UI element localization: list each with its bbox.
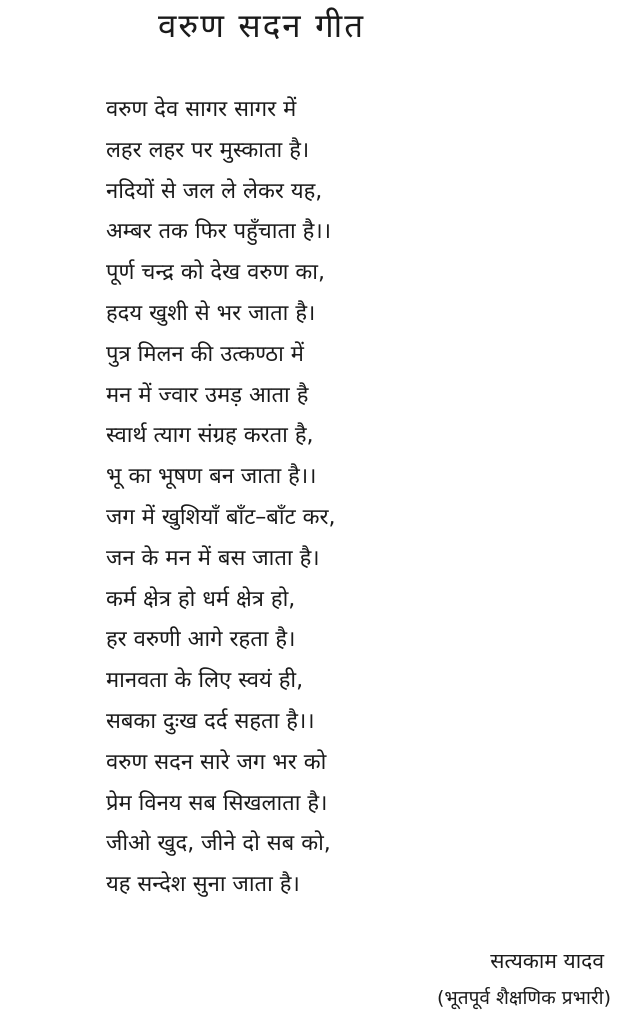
poem-title: वरुण सदन गीत	[158, 6, 366, 45]
poem-line: वरुण सदन सारे जग भर को	[106, 749, 327, 775]
poem-line: हर वरुणी आगे रहता है।	[106, 627, 296, 653]
poem-line: जीओ खुद, जीने दो सब को,	[106, 831, 331, 857]
poem-line: नदियों से जल ले लेकर यह,	[106, 178, 323, 204]
poem-line: सबका दुःख दर्द सहता है।।	[106, 708, 315, 734]
poem-line: वरुण देव सागर सागर में	[106, 97, 297, 122]
poem-line: अम्बर तक फिर पहुँचाता है।।	[106, 219, 332, 245]
poem-line: हदय खुशी से भर जाता है।	[106, 300, 316, 326]
poem-line: भू का भूषण बन जाता है।।	[106, 464, 317, 490]
poem-body	[106, 90, 336, 906]
poem-line: पुत्र मिलन की उत्कण्ठा में	[106, 341, 304, 367]
poem-line: पूर्ण चन्द्र को देख वरुण का,	[106, 260, 325, 286]
poem-line: मानवता के लिए स्वयं ही,	[106, 668, 304, 694]
author-name: सत्यकाम यादव	[490, 949, 604, 973]
poem-line: स्वार्थ त्याग संग्रह करता है,	[106, 423, 314, 449]
poem-line: कर्म क्षेत्र हो धर्म क्षेत्र हो,	[106, 586, 296, 612]
poem-line: लहर लहर पर मुस्काता है।	[106, 137, 310, 163]
poem-line: यह सन्देश सुना जाता है।	[106, 872, 300, 898]
poem-line: जन के मन में बस जाता है।	[106, 545, 320, 571]
poem-line: जग में खुशियाँ बाँट–बाँट कर,	[106, 504, 336, 530]
poem-line: मन में ज्वार उमड़ आता है	[106, 382, 309, 408]
poem-line: प्रेम विनय सब सिखलाता है।	[106, 790, 328, 816]
author-designation: (भूतपूर्व शैक्षणिक प्रभारी)	[436, 987, 611, 1009]
